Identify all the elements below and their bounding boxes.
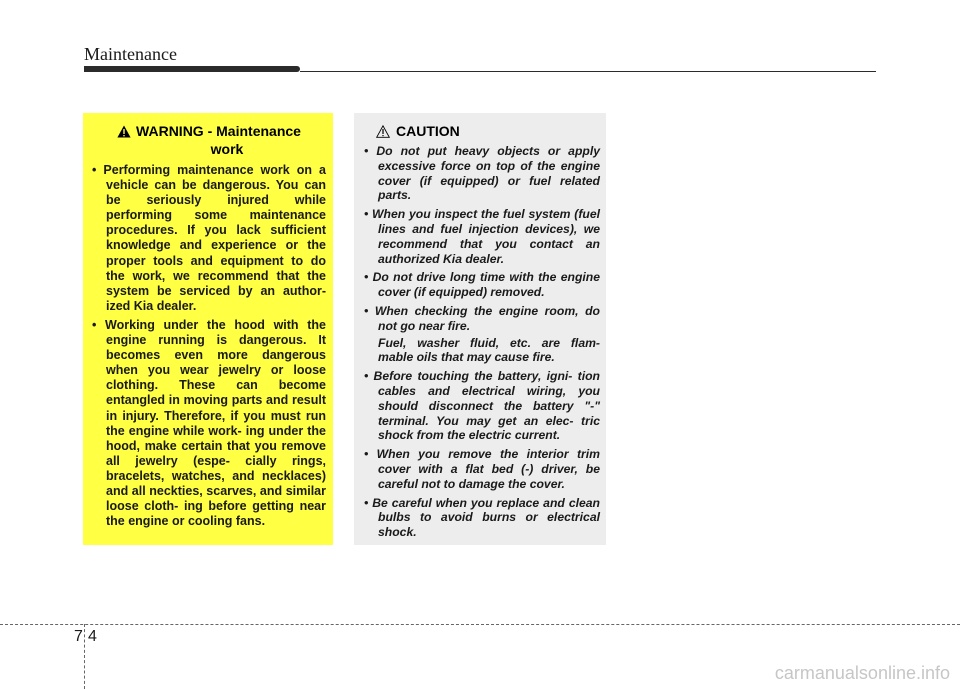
caution-item: • When you inspect the fuel system (fuel lines and fuel injection devices), we recommend that you contact an authorized Kia dealer. xyxy=(364,207,600,266)
page-title: Maintenance xyxy=(84,44,177,64)
warning-item: • Working under the hood with the engine running is dangerous. It becomes even more dangerous when you wear jewelry or loose clothing. These can become entangled in moving parts and result in injury. Therefore, if you must run the engine while work- ing under the hood, make certain that you remove all jewelry (espe- cially rings, bracelets, watches, and necklaces) and all neckties, scarves, and similar loose cloth- ing before getting near the engine or cooling fans. xyxy=(92,317,326,529)
warning-list xyxy=(92,163,326,529)
watermark: carmanualsonline.info xyxy=(774,663,950,683)
caution-item: • Be careful when you replace and clean bulbs to avoid burns or electrical shock. xyxy=(364,495,600,540)
caution-item: • When you remove the interior trim cover with a flat bed (-) driver, be careful not to damage the cover. xyxy=(364,447,600,491)
caution-item: • Do not put heavy objects or apply excessive force on top of the engine cover (if equipped) or fuel related parts. xyxy=(364,144,600,203)
caution-label: CAUTION xyxy=(396,123,460,139)
warning-item: • Performing maintenance work on a vehicle can be dangerous. You can be seriously injured while performing some maintenance procedures. If you lack sufficient knowledge and experience or the proper tools and equipment to do the work, we recommend that the system be serviced by an author- ized Kia dealer. xyxy=(92,163,326,313)
warning-box xyxy=(83,113,333,545)
caution-list xyxy=(364,144,600,540)
page-number: 4 xyxy=(88,628,97,645)
caution-triangle-icon xyxy=(376,125,390,141)
footer-divider xyxy=(84,624,85,689)
caution-item: • Do not drive long time with the engine cover (if equipped) removed. xyxy=(364,270,600,300)
header-rule-thick xyxy=(84,66,300,72)
caution-item: • Before touching the battery, igni- tion cables and electrical wiring, you should disconnect the battery "-" terminal. You may get an elec- tric shock from the electric current. xyxy=(364,369,600,443)
chapter-number: 7 xyxy=(74,628,83,645)
header-rule-thin xyxy=(300,71,876,72)
warning-triangle-icon xyxy=(117,125,131,141)
warning-label: WARNING xyxy=(136,123,204,139)
caution-item-continuation: Fuel, washer fluid, etc. are flam- mable oils that may cause fire. xyxy=(378,335,600,365)
caution-item: • When checking the engine room, do not go near fire. xyxy=(364,303,600,333)
warning-sub-label: work xyxy=(210,141,244,157)
caution-heading xyxy=(364,123,600,141)
footer-rule xyxy=(0,624,960,625)
warning-dash-label: - Maintenance xyxy=(207,123,301,139)
caution-box xyxy=(354,113,606,545)
warning-heading xyxy=(92,123,326,157)
